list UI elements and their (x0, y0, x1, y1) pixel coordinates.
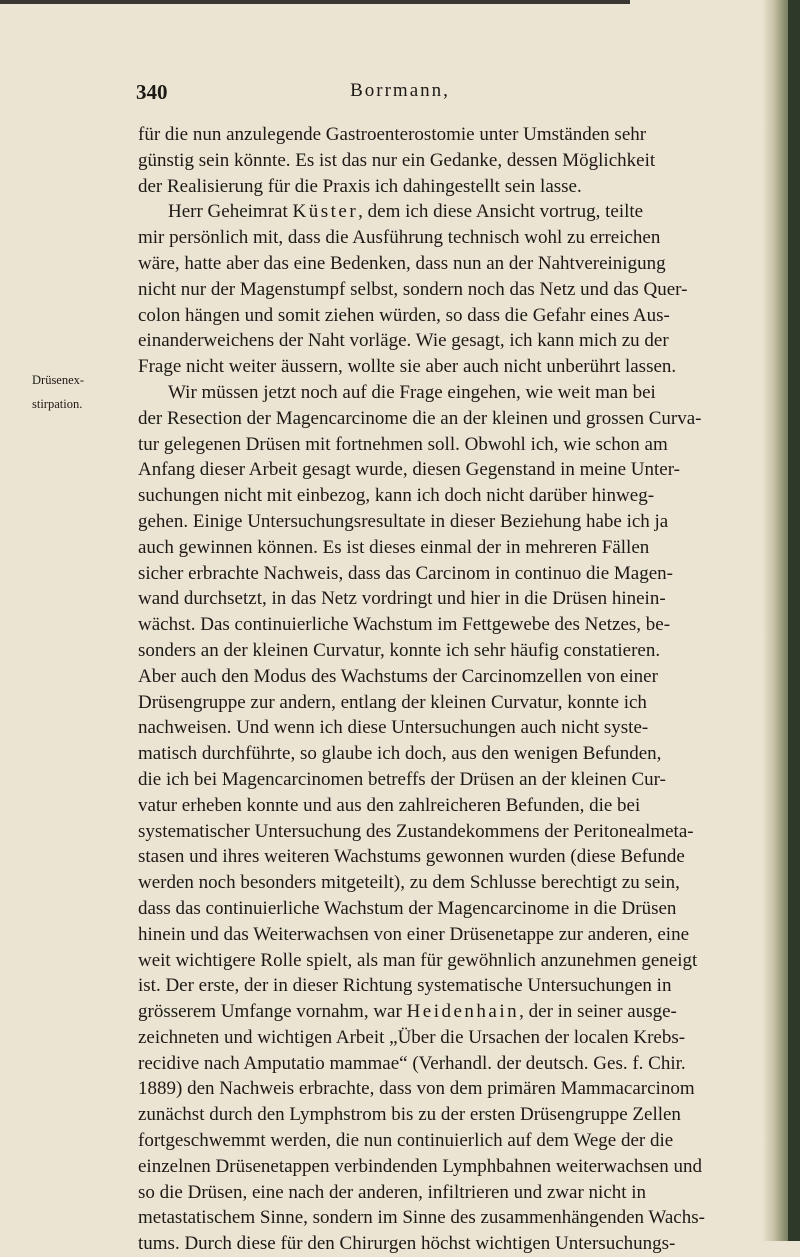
text-line: sonders an der kleinen Curvatur, konnte ich sehr häufig constatieren. (138, 639, 661, 661)
top-border-rule (0, 0, 630, 4)
page-number: 340 (136, 80, 168, 104)
text-line: wand durchsetzt, in das Netz vordringt und hier in die Drüsen hinein- (138, 588, 666, 610)
text-line: metastatischem Sinne, sondern im Sinne des zusammenhängenden Wachs- (138, 1207, 705, 1229)
text-line: werden noch besonders mitgeteilt), zu dem Schlusse berechtigt zu sein, (138, 872, 680, 894)
text-line: fortgeschwemmt werden, die nun continuierlich auf dem Wege der die (138, 1130, 674, 1152)
text-line: tur gelegenen Drüsen mit fortnehmen soll. Obwohl ich, wie schon am (138, 433, 668, 455)
text-segment: grösserem Umfange vornahm, war (138, 1001, 407, 1023)
text-line: Drüsengruppe zur andern, entlang der kleinen Curvatur, konnte ich (138, 691, 647, 713)
text-line: der Realisierung für die Praxis ich dahingestellt sein lasse. (138, 175, 582, 197)
text-line: wächst. Das continuierliche Wachstum im Fettgewebe des Netzes, be- (138, 614, 671, 636)
text-line: Aber auch den Modus des Wachstums der Carcinomzellen von einer (138, 665, 658, 687)
text-line: zunächst durch den Lymphstrom bis zu der ersten Drüsengruppe Zellen (138, 1104, 681, 1126)
text-line: systematischer Untersuchung des Zustandekommens der Peritonealmeta- (138, 820, 694, 842)
text-line: tums. Durch diese für den Chirurgen höchst wichtigen Untersuchungs- (138, 1233, 676, 1255)
text-line: einzelnen Drüsenetappen verbindenden Lymphbahnen weiterwachsen und (138, 1155, 702, 1177)
text-line: mir persönlich mit, dass die Ausführung technisch wohl zu erreichen (138, 227, 661, 249)
text-line: hinein und das Weiterwachsen von einer Drüsenetappe zur anderen, eine (138, 923, 690, 945)
text-line: colon hängen und somit ziehen würden, so dass die Gefahr eines Aus- (138, 304, 670, 326)
text-line (138, 999, 800, 1025)
text-line: auch gewinnen können. Es ist dieses einmal der in mehreren Fällen (138, 536, 650, 558)
text-line: vatur erheben konnte und aus den zahlreicheren Befunden, die bei (138, 794, 641, 816)
text-line: für die nun anzulegende Gastroenterostomie unter Umständen sehr (138, 124, 647, 145)
text-line: der Resection der Magencarcinome die an der kleinen und grossen Curva- (138, 407, 702, 429)
text-line: nachweisen. Und wenn ich diese Untersuchungen auch nicht syste- (138, 717, 649, 739)
text-line: günstig sein könnte. Es ist das nur ein Gedanke, dessen Möglichkeit (138, 149, 656, 171)
text-line: zeichneten und wichtigen Arbeit „Über die Ursachen der localen Krebs- (138, 1026, 686, 1048)
margin-note-line: Drüsenex- (32, 373, 85, 387)
person-name: Küster (292, 201, 359, 223)
text-line: gehen. Einige Untersuchungsresultate in dieser Beziehung habe ich ja (138, 510, 669, 532)
running-head: Borrmann, (350, 80, 450, 101)
body-text (138, 122, 800, 1257)
text-line: Anfang dieser Arbeit gesagt wurde, diesen Gegenstand in meine Unter- (138, 459, 681, 481)
person-name: Heidenhain (406, 1001, 520, 1023)
text-line: einanderweichens der Naht vorläge. Wie gesagt, ich kann mich zu der (138, 330, 669, 352)
text-line: nicht nur der Magenstumpf selbst, sondern noch das Netz und das Quer- (138, 278, 688, 300)
text-line: 1889) den Nachweis erbrachte, dass von dem primären Mammacarcinom (138, 1078, 695, 1100)
margin-note-line: stirpation. (32, 397, 83, 411)
text-line: stasen und ihres weiteren Wachstums gewonnen wurden (diese Befunde (138, 846, 685, 868)
text-segment: Herr Geheimrat (168, 201, 293, 223)
text-line: ist. Der erste, der in dieser Richtung systematische Untersuchungen in (138, 975, 672, 997)
text-line: dass das continuierliche Wachstum der Magencarcinome in die Drüsen (138, 897, 677, 919)
page-header (0, 80, 800, 110)
text-line (138, 199, 800, 225)
text-line: Wir müssen jetzt noch auf die Frage eingehen, wie weit man bei (168, 381, 656, 403)
text-segment: , der in seiner ausge- (519, 1001, 677, 1023)
margin-note (32, 368, 84, 416)
text-line: recidive nach Amputatio mammae“ (Verhandl. der deutsch. Ges. f. Chir. (138, 1052, 686, 1074)
text-line: suchungen nicht mit einbezog, kann ich doch nicht darüber hinweg- (138, 485, 655, 507)
text-segment: , dem ich diese Ansicht vortrug, teilte (358, 201, 644, 223)
text-line: Frage nicht weiter äussern, wollte sie aber auch nicht unberührt lassen. (138, 356, 677, 378)
text-line: die ich bei Magencarcinomen betreffs der Drüsen an der kleinen Cur- (138, 768, 666, 790)
text-line: so die Drüsen, eine nach der anderen, infiltrieren und zwar nicht in (138, 1181, 647, 1203)
text-line: matisch durchführte, so glaube ich doch, aus den wenigen Befunden, (138, 743, 662, 765)
text-line: weit wichtigere Rolle spielt, als man für gewöhnlich anzunehmen geneigt (138, 949, 698, 971)
text-line: wäre, hatte aber das eine Bedenken, dass nun an der Nahtvereinigung (138, 252, 666, 274)
text-line: sicher erbrachte Nachweis, dass das Carcinom in continuo die Magen- (138, 562, 673, 584)
